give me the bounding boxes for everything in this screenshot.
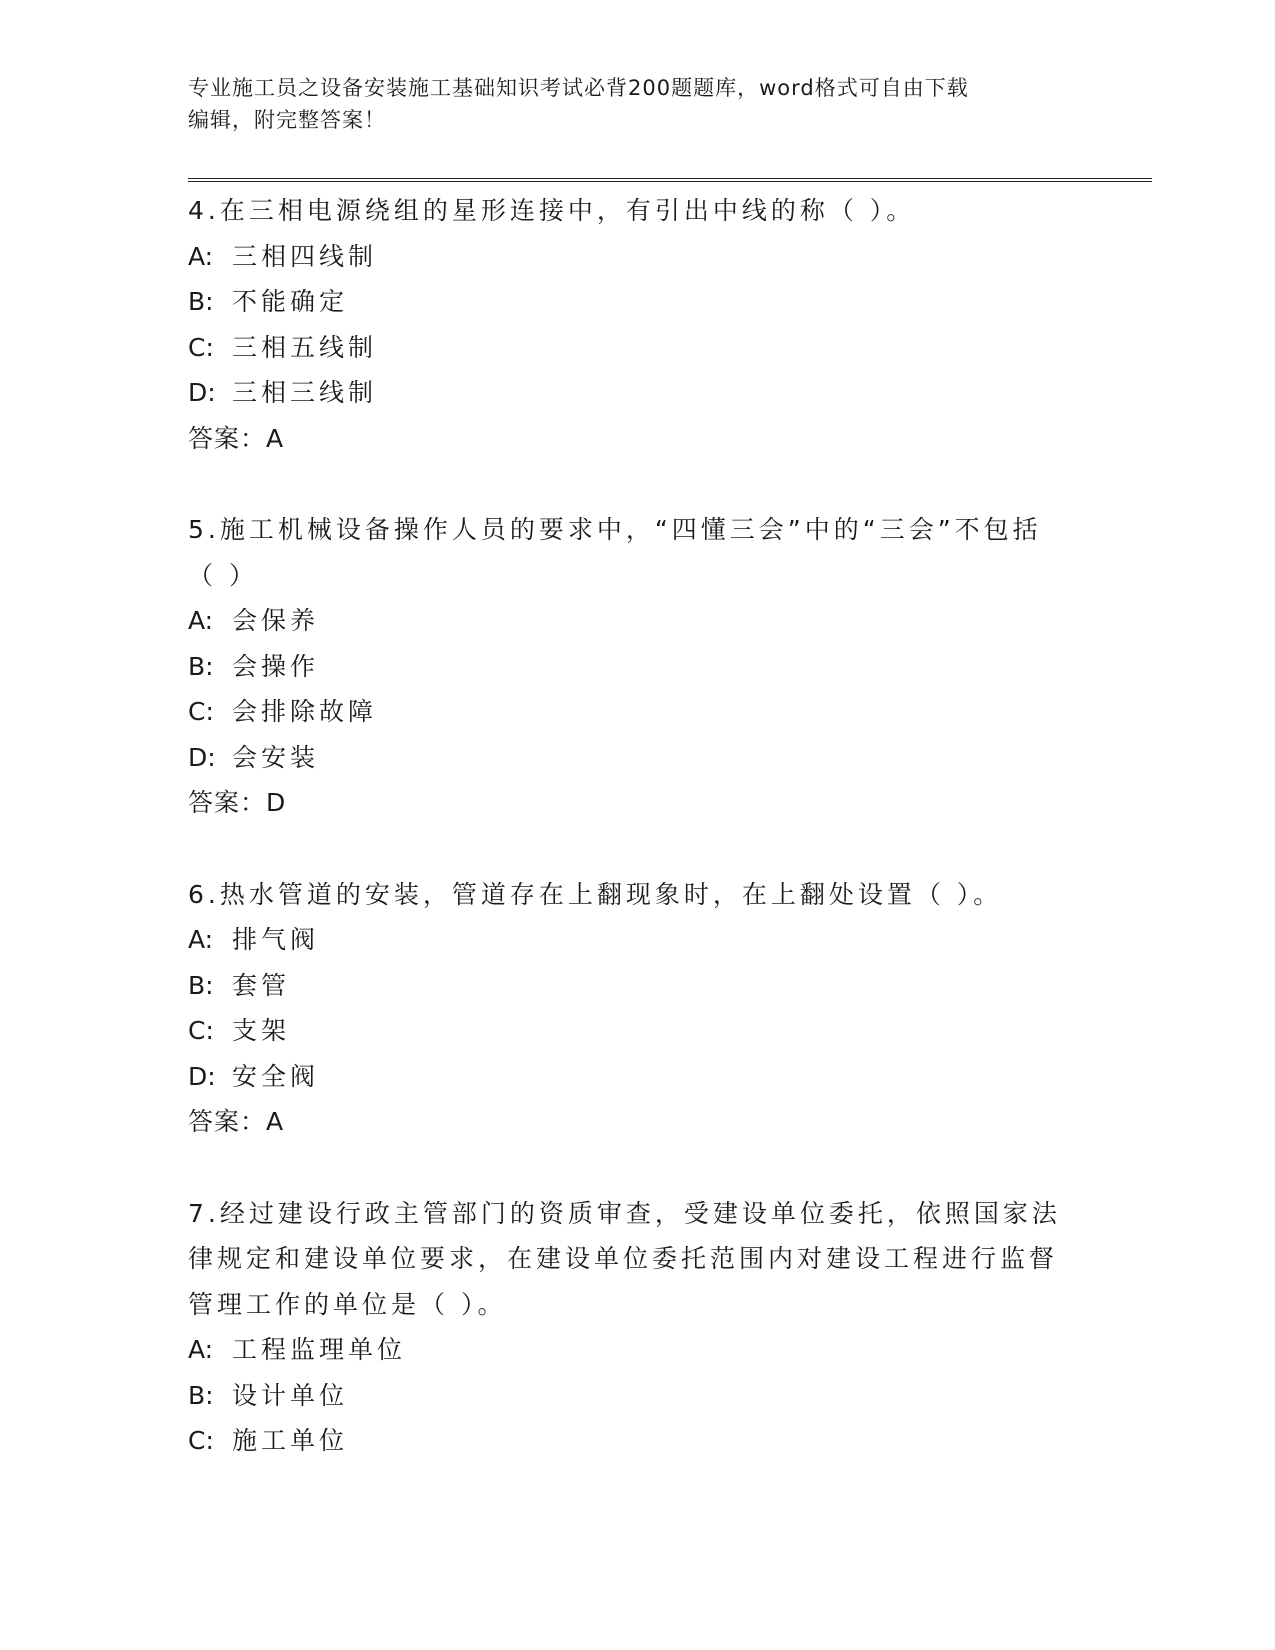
option-a xyxy=(188,917,1088,963)
option-letter: D: xyxy=(188,1061,216,1091)
option-c xyxy=(188,1418,1088,1464)
option-letter: C: xyxy=(188,1426,214,1455)
option-letter: A: xyxy=(188,241,214,271)
option-text: 会操作 xyxy=(232,651,320,681)
question-stem: 7.经过建设行政主管部门的资质审查，受建设单位委托，依照国家法律规定和建设单位要求，在建设单位委托范围内对建设工程进行监督管理工作的单位是（ ）。 xyxy=(188,1198,1061,1319)
option-letter: C: xyxy=(188,332,214,362)
option-a xyxy=(188,234,1088,280)
option-c xyxy=(188,325,1088,371)
option-text: 会保养 xyxy=(232,606,320,635)
option-text: 套管 xyxy=(232,970,291,1000)
option-text: 工程监理单位 xyxy=(232,1335,407,1364)
option-b xyxy=(188,279,1088,325)
answer-line: 答案：A xyxy=(188,1107,285,1136)
question-4 xyxy=(188,188,1088,461)
option-letter: C: xyxy=(188,1016,214,1045)
option-text: 不能确定 xyxy=(232,287,349,316)
option-c xyxy=(188,689,1088,735)
option-letter: A: xyxy=(188,606,214,635)
option-d xyxy=(188,735,1088,781)
option-text: 三相五线制 xyxy=(232,332,378,362)
question-stem: 5.施工机械设备操作人员的要求中，“四懂三会”中的“三会”不包括（ ） xyxy=(188,515,1042,590)
option-letter: A: xyxy=(188,925,214,954)
option-b xyxy=(188,963,1088,1009)
option-text: 安全阀 xyxy=(232,1061,320,1091)
option-d xyxy=(188,370,1088,416)
option-letter: A: xyxy=(188,1335,214,1364)
option-letter: B: xyxy=(188,651,214,681)
option-letter: C: xyxy=(188,697,214,726)
document-header xyxy=(188,72,1068,136)
question-6 xyxy=(188,872,1088,1145)
option-text: 三相三线制 xyxy=(232,378,378,407)
option-b xyxy=(188,644,1088,690)
option-text: 会排除故障 xyxy=(232,697,378,726)
question-stem: 6.热水管道的安装，管道存在上翻现象时，在上翻处设置（ ）。 xyxy=(188,879,1003,909)
question-stem: 4.在三相电源绕组的星形连接中，有引出中线的称（ ）。 xyxy=(188,196,916,225)
answer-line: 答案：A xyxy=(188,423,285,453)
option-text: 排气阀 xyxy=(232,925,320,954)
option-d xyxy=(188,1054,1088,1100)
option-letter: D: xyxy=(188,378,216,407)
question-list xyxy=(188,188,1088,1510)
header-double-rule xyxy=(188,178,1152,182)
option-b xyxy=(188,1373,1088,1419)
option-a xyxy=(188,598,1088,644)
option-text: 会安装 xyxy=(232,742,320,772)
option-c xyxy=(188,1008,1088,1054)
question-5 xyxy=(188,507,1088,826)
option-text: 施工单位 xyxy=(232,1426,349,1455)
option-text: 设计单位 xyxy=(232,1380,349,1410)
option-text: 支架 xyxy=(232,1016,291,1045)
header-title-line-1: 专业施工员之设备安装施工基础知识考试必背200题题库，word格式可自由下载 xyxy=(188,76,969,100)
answer-line: 答案：D xyxy=(188,788,287,817)
option-letter: B: xyxy=(188,1380,214,1410)
option-letter: D: xyxy=(188,742,216,772)
option-a xyxy=(188,1327,1088,1373)
question-7 xyxy=(188,1191,1088,1464)
header-title-line-2: 编辑，附完整答案！ xyxy=(188,108,386,132)
document-page xyxy=(188,0,1148,1650)
option-text: 三相四线制 xyxy=(232,241,378,271)
option-letter: B: xyxy=(188,287,214,316)
option-letter: B: xyxy=(188,970,214,1000)
